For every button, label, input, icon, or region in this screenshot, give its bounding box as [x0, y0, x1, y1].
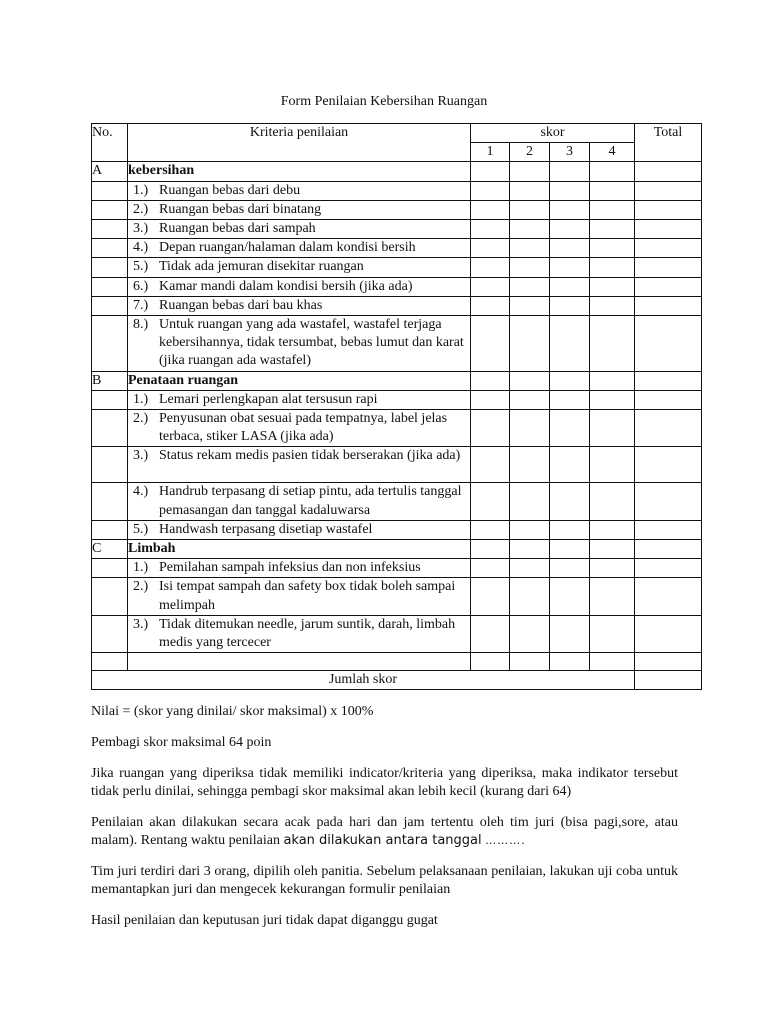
criteria-score-cell-2[interactable] — [510, 410, 550, 447]
assessment-table — [91, 123, 702, 690]
section-b-heading-score-cell-4[interactable] — [590, 371, 635, 390]
row-number-cell — [92, 239, 128, 258]
criteria-total-cell[interactable] — [635, 483, 702, 520]
criteria-score-cell-2[interactable] — [510, 277, 550, 296]
section-c-heading-total-cell[interactable] — [635, 540, 702, 559]
row-number-cell — [92, 520, 128, 539]
criteria-score-cell-4[interactable] — [590, 239, 635, 258]
criteria-item — [128, 278, 470, 296]
criteria-score-cell-1[interactable] — [471, 316, 510, 372]
schedule-date-blank: ………. — [485, 834, 526, 847]
section-c-heading-score-cell-3[interactable] — [550, 540, 590, 559]
criteria-item — [128, 410, 470, 446]
criteria-text: Depan ruangan/halaman dalam kondisi bersih — [159, 240, 416, 256]
score-col-2: 2 — [510, 143, 550, 162]
section-b-heading-row — [92, 371, 702, 390]
criteria-number: 3.) — [133, 221, 149, 237]
criteria-row — [92, 483, 702, 520]
row-number-cell — [92, 277, 128, 296]
criteria-score-cell-2[interactable] — [510, 615, 550, 652]
row-number-cell — [92, 447, 128, 483]
criteria-cell — [128, 559, 471, 578]
criteria-score-cell-1[interactable] — [471, 447, 510, 483]
criteria-score-cell-2[interactable] — [510, 559, 550, 578]
blank-score-cell[interactable] — [550, 653, 590, 671]
criteria-row — [92, 296, 702, 315]
section-c-heading-row — [92, 540, 702, 559]
criteria-total-cell[interactable] — [635, 578, 702, 615]
sum-label: Jumlah skor — [92, 671, 635, 690]
blank-score-cell[interactable] — [471, 653, 510, 671]
criteria-text: Ruangan bebas dari debu — [159, 182, 301, 198]
criteria-number: 1.) — [133, 182, 149, 198]
criteria-row — [92, 578, 702, 615]
criteria-score-cell-2[interactable] — [510, 220, 550, 239]
criteria-row — [92, 316, 702, 372]
criteria-score-cell-2[interactable] — [510, 239, 550, 258]
section-c-heading: Limbah — [128, 540, 471, 559]
criteria-cell — [128, 390, 471, 409]
criteria-score-cell-1[interactable] — [471, 410, 510, 447]
criteria-row — [92, 410, 702, 447]
criteria-item — [128, 559, 470, 577]
criteria-text: Handrub terpasang di setiap pintu, ada tertulis tanggal pemasangan dan tanggal kadaluwarsa — [159, 484, 462, 518]
criteria-cell — [128, 410, 471, 447]
criteria-cell — [128, 615, 471, 652]
criteria-score-cell-3[interactable] — [550, 410, 590, 447]
criteria-total-cell[interactable] — [635, 520, 702, 539]
criteria-cell — [128, 239, 471, 258]
criteria-score-cell-1[interactable] — [471, 520, 510, 539]
criteria-total-cell[interactable] — [635, 200, 702, 219]
criteria-number: 4.) — [133, 484, 149, 500]
criteria-number: 6.) — [133, 278, 149, 294]
row-number-cell — [92, 578, 128, 615]
criteria-score-cell-4[interactable] — [590, 578, 635, 615]
final-note: Hasil penilaian dan keputusan juri tidak dapat diganggu gugat — [91, 913, 438, 928]
blank-cell — [92, 653, 128, 671]
header-criteria: Kriteria penilaian — [128, 124, 471, 162]
criteria-row — [92, 277, 702, 296]
criteria-score-cell-3[interactable] — [550, 296, 590, 315]
criteria-score-cell-3[interactable] — [550, 578, 590, 615]
criteria-text: Status rekam medis pasien tidak berserakan (jika ada) — [159, 448, 461, 464]
criteria-number: 1.) — [133, 560, 149, 576]
section-b-heading-total-cell[interactable] — [635, 371, 702, 390]
criteria-total-cell[interactable] — [635, 258, 702, 277]
criteria-row — [92, 258, 702, 277]
criteria-item — [128, 201, 470, 219]
criteria-item — [128, 391, 470, 409]
criteria-score-cell-1[interactable] — [471, 483, 510, 520]
criteria-text: Pemilahan sampah infeksius dan non infeksius — [159, 560, 421, 576]
missing-criteria-note: Jika ruangan yang diperiksa tidak memiliki indicator/kriteria yang diperiksa, maka indikator tersebut tidak perlu dinilai, sehingga pembagi skor maksimal akan lebih kecil (kurang dari 64) — [91, 766, 678, 799]
criteria-item — [128, 578, 470, 614]
document-title: Form Penilaian Kebersihan Ruangan — [280, 94, 488, 109]
blank-cell — [128, 653, 471, 671]
criteria-item — [128, 182, 470, 200]
section-a-heading-score-cell-1[interactable] — [471, 162, 510, 181]
formula-note: Nilai = (skor yang dinilai/ skor maksimal) x 100% — [91, 704, 374, 719]
divisor-note: Pembagi skor maksimal 64 poin — [91, 735, 272, 750]
criteria-score-cell-1[interactable] — [471, 559, 510, 578]
criteria-score-cell-3[interactable] — [550, 277, 590, 296]
schedule-text: Penilaian akan dilakukan secara acak pada hari dan jam tertentu oleh tim juri (bisa pagi,sore, atau malam). Rentang waktu penilaian — [91, 815, 678, 848]
blank-score-cell[interactable] — [590, 653, 635, 671]
row-number-cell — [92, 181, 128, 200]
row-number-cell — [92, 390, 128, 409]
criteria-total-cell[interactable] — [635, 239, 702, 258]
section-a-heading-score-cell-2[interactable] — [510, 162, 550, 181]
criteria-score-cell-1[interactable] — [471, 296, 510, 315]
criteria-score-cell-3[interactable] — [550, 447, 590, 483]
criteria-text: Handwash terpasang disetiap wastafel — [159, 521, 373, 537]
row-number-cell — [92, 483, 128, 520]
section-b-letter: B — [92, 371, 128, 390]
criteria-score-cell-2[interactable] — [510, 520, 550, 539]
criteria-cell — [128, 220, 471, 239]
score-col-3: 3 — [550, 143, 590, 162]
criteria-text: Isi tempat sampah dan safety box tidak boleh sampai melimpah — [159, 579, 456, 613]
criteria-text: Ruangan bebas dari bau khas — [159, 297, 323, 313]
criteria-cell — [128, 447, 471, 483]
section-b-heading-score-cell-2[interactable] — [510, 371, 550, 390]
criteria-row — [92, 390, 702, 409]
section-b-heading-score-cell-1[interactable] — [471, 371, 510, 390]
jury-note: Tim juri terdiri dari 3 orang, dipilih oleh panitia. Sebelum pelaksanaan penilaian, lakukan uji coba untuk memantapkan juri dan mengecek kekurangan formulir penilaian — [91, 864, 678, 897]
criteria-cell — [128, 296, 471, 315]
criteria-score-cell-3[interactable] — [550, 615, 590, 652]
criteria-score-cell-1[interactable] — [471, 258, 510, 277]
criteria-score-cell-1[interactable] — [471, 181, 510, 200]
section-a-letter: A — [92, 162, 128, 181]
score-col-1: 1 — [471, 143, 510, 162]
section-b-heading-score-cell-3[interactable] — [550, 371, 590, 390]
criteria-text: Kamar mandi dalam kondisi bersih (jika ada) — [159, 278, 413, 294]
criteria-number: 2.) — [133, 579, 149, 595]
criteria-total-cell[interactable] — [635, 559, 702, 578]
sum-total-cell[interactable] — [635, 671, 702, 690]
criteria-cell — [128, 316, 471, 372]
criteria-score-cell-3[interactable] — [550, 520, 590, 539]
header-no: No. — [92, 124, 128, 162]
criteria-item — [128, 521, 470, 539]
criteria-score-cell-4[interactable] — [590, 390, 635, 409]
criteria-cell — [128, 578, 471, 615]
criteria-item — [128, 316, 470, 371]
criteria-row — [92, 615, 702, 652]
section-a-heading-score-cell-4[interactable] — [590, 162, 635, 181]
criteria-score-cell-4[interactable] — [590, 316, 635, 372]
section-b-heading: Penataan ruangan — [128, 371, 471, 390]
criteria-score-cell-3[interactable] — [550, 316, 590, 372]
criteria-score-cell-1[interactable] — [471, 277, 510, 296]
criteria-number: 7.) — [133, 297, 149, 313]
criteria-score-cell-2[interactable] — [510, 258, 550, 277]
criteria-total-cell[interactable] — [635, 220, 702, 239]
criteria-score-cell-4[interactable] — [590, 258, 635, 277]
criteria-item — [128, 616, 470, 652]
criteria-text: Untuk ruangan yang ada wastafel, wastafel terjaga kebersihannya, tidak tersumbat, bebas lumut dan karat (jika ruangan ada wastafel) — [159, 317, 464, 369]
section-a-heading-score-cell-3[interactable] — [550, 162, 590, 181]
criteria-score-cell-4[interactable] — [590, 181, 635, 200]
criteria-total-cell[interactable] — [635, 316, 702, 372]
criteria-score-cell-2[interactable] — [510, 390, 550, 409]
criteria-score-cell-3[interactable] — [550, 258, 590, 277]
criteria-score-cell-1[interactable] — [471, 220, 510, 239]
section-a-heading-total-cell[interactable] — [635, 162, 702, 181]
criteria-score-cell-3[interactable] — [550, 220, 590, 239]
criteria-text: Penyusunan obat sesuai pada tempatnya, label jelas terbaca, stiker LASA (jika ada) — [159, 411, 448, 445]
criteria-score-cell-4[interactable] — [590, 520, 635, 539]
criteria-cell — [128, 258, 471, 277]
criteria-item — [128, 239, 470, 257]
criteria-score-cell-2[interactable] — [510, 296, 550, 315]
blank-row — [92, 653, 702, 671]
section-a-heading-row — [92, 162, 702, 181]
row-number-cell — [92, 410, 128, 447]
criteria-score-cell-3[interactable] — [550, 181, 590, 200]
criteria-score-cell-4[interactable] — [590, 483, 635, 520]
section-c-letter: C — [92, 540, 128, 559]
criteria-number: 4.) — [133, 240, 149, 256]
criteria-number: 5.) — [133, 521, 149, 537]
criteria-text: Ruangan bebas dari sampah — [159, 221, 316, 237]
criteria-score-cell-3[interactable] — [550, 200, 590, 219]
score-col-4: 4 — [590, 143, 635, 162]
criteria-row — [92, 181, 702, 200]
criteria-row — [92, 220, 702, 239]
criteria-number: 3.) — [133, 616, 149, 632]
criteria-score-cell-1[interactable] — [471, 390, 510, 409]
row-number-cell — [92, 615, 128, 652]
criteria-cell — [128, 200, 471, 219]
row-number-cell — [92, 296, 128, 315]
row-number-cell — [92, 316, 128, 372]
criteria-cell — [128, 181, 471, 200]
criteria-number: 8.) — [133, 317, 149, 333]
criteria-total-cell[interactable] — [635, 410, 702, 447]
criteria-cell — [128, 483, 471, 520]
header-total: Total — [635, 124, 702, 162]
criteria-text: Tidak ditemukan needle, jarum suntik, darah, limbah medis yang tercecer — [159, 616, 456, 651]
criteria-number: 5.) — [133, 259, 149, 275]
criteria-total-cell[interactable] — [635, 277, 702, 296]
criteria-number: 3.) — [133, 448, 149, 464]
criteria-cell — [128, 277, 471, 296]
header-score: skor — [471, 124, 635, 143]
criteria-score-cell-4[interactable] — [590, 615, 635, 652]
section-c-heading-score-cell-1[interactable] — [471, 540, 510, 559]
criteria-item — [128, 297, 470, 315]
criteria-total-cell[interactable] — [635, 615, 702, 652]
criteria-text: Ruangan bebas dari binatang — [159, 201, 322, 217]
criteria-item — [128, 447, 470, 465]
criteria-row — [92, 520, 702, 539]
criteria-total-cell[interactable] — [635, 181, 702, 200]
criteria-score-cell-2[interactable] — [510, 578, 550, 615]
sum-row — [92, 671, 702, 690]
row-number-cell — [92, 200, 128, 219]
criteria-score-cell-4[interactable] — [590, 410, 635, 447]
row-number-cell — [92, 559, 128, 578]
criteria-item — [128, 483, 470, 519]
criteria-item — [128, 258, 470, 276]
row-number-cell — [92, 258, 128, 277]
criteria-row — [92, 559, 702, 578]
criteria-score-cell-3[interactable] — [550, 390, 590, 409]
criteria-score-cell-2[interactable] — [510, 483, 550, 520]
criteria-score-cell-2[interactable] — [510, 447, 550, 483]
criteria-score-cell-4[interactable] — [590, 277, 635, 296]
criteria-number: 1.) — [133, 391, 149, 407]
criteria-total-cell[interactable] — [635, 296, 702, 315]
criteria-text: Tidak ada jemuran disekitar ruangan — [159, 259, 364, 275]
notes — [91, 703, 678, 943]
criteria-score-cell-4[interactable] — [590, 447, 635, 483]
section-c-heading-score-cell-4[interactable] — [590, 540, 635, 559]
section-a-heading: kebersihan — [128, 162, 471, 181]
criteria-row — [92, 239, 702, 258]
criteria-score-cell-4[interactable] — [590, 296, 635, 315]
criteria-score-cell-2[interactable] — [510, 181, 550, 200]
blank-score-cell[interactable] — [635, 653, 702, 671]
criteria-score-cell-3[interactable] — [550, 483, 590, 520]
blank-score-cell[interactable] — [510, 653, 550, 671]
criteria-score-cell-3[interactable] — [550, 559, 590, 578]
criteria-score-cell-1[interactable] — [471, 200, 510, 219]
criteria-total-cell[interactable] — [635, 447, 702, 483]
criteria-number: 2.) — [133, 411, 149, 427]
criteria-number: 2.) — [133, 201, 149, 217]
criteria-score-cell-3[interactable] — [550, 239, 590, 258]
criteria-score-cell-2[interactable] — [510, 316, 550, 372]
criteria-score-cell-4[interactable] — [590, 559, 635, 578]
criteria-score-cell-4[interactable] — [590, 200, 635, 219]
criteria-score-cell-2[interactable] — [510, 200, 550, 219]
section-c-heading-score-cell-2[interactable] — [510, 540, 550, 559]
row-number-cell — [92, 220, 128, 239]
criteria-score-cell-1[interactable] — [471, 239, 510, 258]
criteria-cell — [128, 520, 471, 539]
criteria-row — [92, 200, 702, 219]
schedule-note — [91, 814, 678, 850]
criteria-item — [128, 220, 470, 238]
criteria-score-cell-1[interactable] — [471, 578, 510, 615]
criteria-total-cell[interactable] — [635, 390, 702, 409]
criteria-text: Lemari perlengkapan alat tersusun rapi — [159, 391, 378, 407]
schedule-date-text: akan dilakukan antara tanggal — [283, 833, 482, 848]
criteria-score-cell-1[interactable] — [471, 615, 510, 652]
criteria-row — [92, 447, 702, 483]
header-row — [92, 124, 702, 143]
criteria-score-cell-4[interactable] — [590, 220, 635, 239]
